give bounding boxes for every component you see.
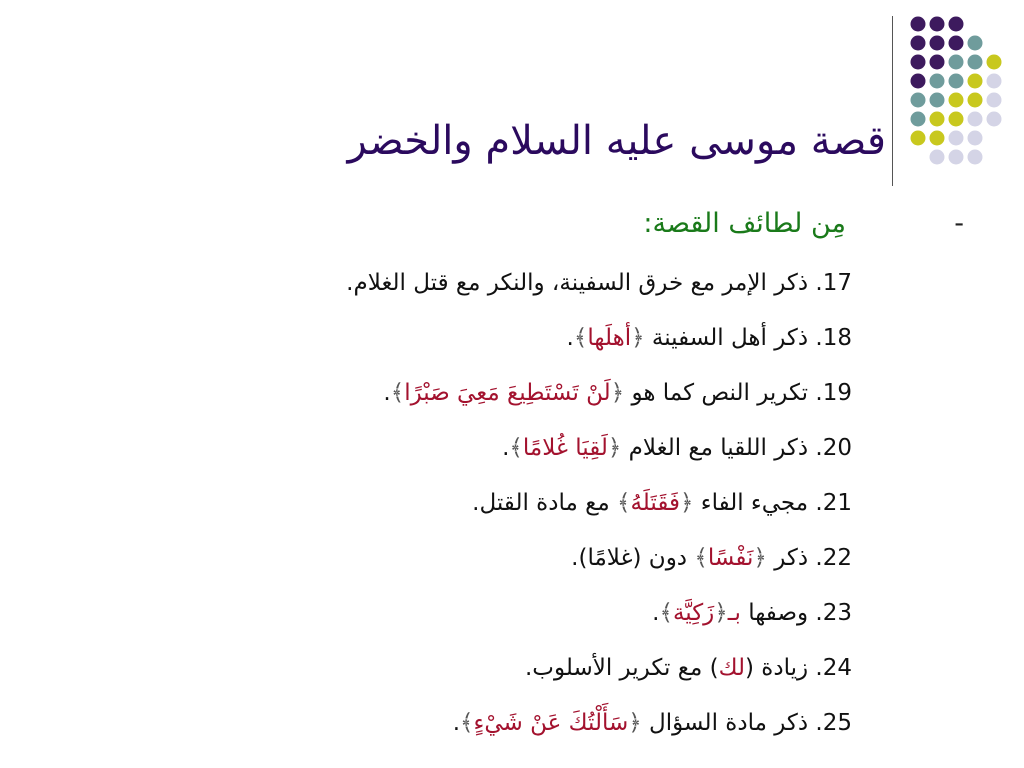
decor-dot [987,112,1002,127]
list-item [346,538,852,593]
quran-bracket: ﴾ [390,380,405,406]
decor-dot [930,55,945,70]
quran-bracket: ﴾ [616,490,631,516]
slide-title: قصة موسى عليه السلام والخضر [347,118,886,164]
decor-dot [968,55,983,70]
quran-text: أهلَها [587,325,632,351]
list-item [346,373,852,428]
decor-dot [949,131,964,146]
item-number: 21. [815,490,852,516]
quran-bracket: ﴾ [460,710,474,736]
list-item [346,263,852,318]
quran-bracket: ﴾ [509,435,523,461]
decor-dot [930,131,945,146]
decor-dot [911,112,926,127]
decor-dot [968,93,983,108]
item-number: 23. [815,600,852,626]
item-text: ذكر أهل السفينة [644,325,816,351]
quran-bracket: ﴿ [610,380,625,406]
decor-dot [968,150,983,165]
quran-bracket: ﴿ [753,545,767,571]
item-text: . [383,380,391,406]
item-number: 24. [815,655,852,681]
decor-dot [911,93,926,108]
decor-dot [911,55,926,70]
decor-dot [949,74,964,89]
quran-text: زَكِيَّة [672,600,715,626]
quran-text: بـ [727,600,741,626]
decor-dot [911,131,926,146]
decor-dot [949,17,964,32]
item-text: مع مادة القتل. [472,490,617,516]
decor-dot [949,36,964,51]
list-item [346,428,852,483]
decor-dot [930,150,945,165]
item-text: . [566,325,574,351]
decor-dot [987,74,1002,89]
decor-dot [968,74,983,89]
quran-text: نَفْسًا [707,545,754,571]
list-item [346,703,852,758]
item-text: . [652,600,660,626]
decor-dot [987,55,1002,70]
item-text: . [452,710,461,736]
decor-dot [949,93,964,108]
item-text: مجيء الفاء [693,490,816,516]
quran-bracket: ﴿ [607,435,622,461]
item-text: ) مع تكرير الأسلوب. [525,655,719,681]
item-text: . [502,435,510,461]
item-text: وصفها [740,600,816,626]
list-item [346,318,852,373]
item-text: ذكر [766,545,816,571]
decor-dot [987,93,1002,108]
list-item [346,483,852,538]
item-number: 25. [815,710,852,736]
list-item [346,648,852,703]
quran-text: سَأَلْتُكَ عَنْ شَيْءٍ [473,710,629,736]
item-text: ذكر الإمر مع خرق السفينة، والنكر مع قتل الغلام. [346,270,816,296]
quran-bracket: ﴾ [573,325,588,351]
decor-dot [949,150,964,165]
item-number: 20. [815,435,852,461]
decor-dot [968,112,983,127]
item-text: تكرير النص كما هو [624,380,816,406]
decor-dot [930,74,945,89]
item-text: ذكر اللقيا مع الغلام [621,435,816,461]
quran-text: فَقَتَلَهُ [630,490,680,516]
item-text: ذكر مادة السؤال [641,710,816,736]
decor-dot [930,112,945,127]
item-number: 22. [815,545,852,571]
subheading-text: مِن لطائف القصة: [643,208,846,239]
quran-bracket: ﴿ [631,325,645,351]
decor-dot [968,131,983,146]
list-item [346,593,852,648]
item-text: دون (غلامًا). [571,545,695,571]
bullet-dash: - [954,208,964,239]
quran-bracket: ﴿ [714,600,728,626]
item-number: 18. [815,325,852,351]
decor-dot [911,17,926,32]
decor-dot [968,36,983,51]
item-number: 17. [815,270,852,296]
quran-text: لَقِيَا غُلامًا [522,435,608,461]
quran-bracket: ﴿ [628,710,642,736]
benefits-list [346,263,852,758]
quran-bracket: ﴾ [694,545,708,571]
item-number: 19. [815,380,852,406]
quran-text: لَنْ تَسْتَطِيعَ مَعِيَ صَبْرًا [404,380,611,406]
quran-text: لك [718,655,745,681]
quran-bracket: ﴿ [679,490,694,516]
decor-dot [930,36,945,51]
item-text: زيادة ( [745,655,816,681]
decor-dot [911,74,926,89]
decor-dot [930,93,945,108]
quran-bracket: ﴾ [659,600,673,626]
decor-dot [930,17,945,32]
divider-line [892,16,893,186]
decor-dot [949,55,964,70]
decor-dot [911,36,926,51]
decor-dot [949,112,964,127]
